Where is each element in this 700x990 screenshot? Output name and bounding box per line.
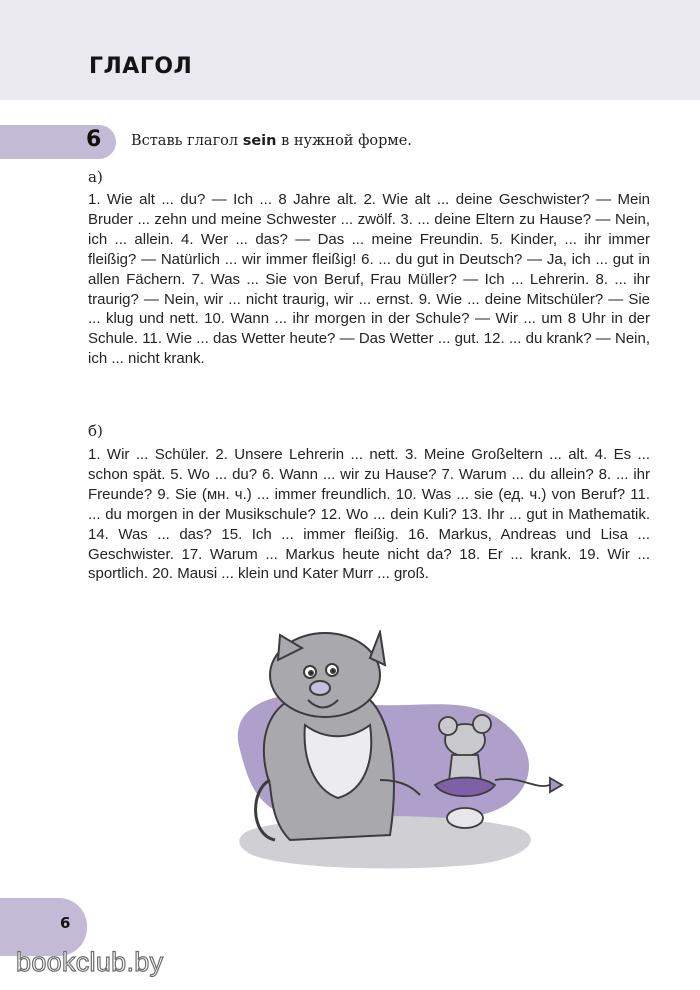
cat-and-mouse-illustration [230, 630, 590, 890]
instruction-text-after: в нужной форме. [276, 133, 412, 149]
part-a-label: а) [88, 168, 103, 186]
instruction-text-before: Вставь глагол [131, 133, 243, 149]
watermark: bookclub.by [16, 947, 164, 977]
section-title: ГЛАГОЛ [89, 54, 193, 79]
header-band [0, 0, 700, 100]
part-b-label: б) [88, 422, 103, 440]
part-b-text: 1. Wir ... Schüler. 2. Unsere Lehrerin ... nett. 3. Meine Großeltern ... alt. 4. Es ... schon spät. 5. Wo ... du? 6. Wann ... wir zu Hause? 7. Warum ... du allein? 8. ... ihr Freunde? 9. Sie (мн. ч.) ... immer freundlich. 10. Was ... sie (ед. ч.) von Beruf? 11. ... du morgen in der Musikschule? 12. Wo ... dein Kuli? 13. Ihr ... gut in Mathematik. 14. Was ... das? 15. Ich ... immer fleißig. 16. Markus, Andreas und Lisa ... Geschwister. 17. Warum ... Markus heute nicht da? 18. Er ... krank. 19. Wir ... sportlich. 20. Mausi ... klein und Kater Murr ... groß. [88, 446, 650, 583]
exercise-instruction [131, 133, 412, 149]
page-number: 6 [60, 914, 71, 932]
exercise-number: 6 [86, 127, 102, 152]
instruction-keyword: sein [242, 133, 277, 149]
part-a-text: 1. Wie alt ... du? — Ich ... 8 Jahre alt. 2. Wie alt ... deine Geschwister? — Mein Bruder ... zehn und meine Schwester ... zwölf. 3. ... deine Eltern zu Hause? — Nein, ich ... allein. 4. Wer ... das? — Das ... meine Freundin. 5. Kinder, ... ihr immer fleißig? — Natürlich ... wir immer fleißig! 6. ... du gut in Deutsch? — Ja, ich ... gut in allen Fächern. 7. Was ... Sie von Beruf, Frau Müller? — Ich ... Lehrerin. 8. ... ihr traurig? — Nein, wir ... nicht traurig, wir ... ernst. 9. Wie ... deine Mitschüler? — Sie ... klug und nett. 10. Wann ... ihr morgen in der Schule? — Wir ... um 8 Uhr in der Schule. 11. Wie ... das Wetter heute? — Das Wetter ... gut. 12. ... du krank? — Nein, ich ... nicht krank. [88, 191, 650, 368]
